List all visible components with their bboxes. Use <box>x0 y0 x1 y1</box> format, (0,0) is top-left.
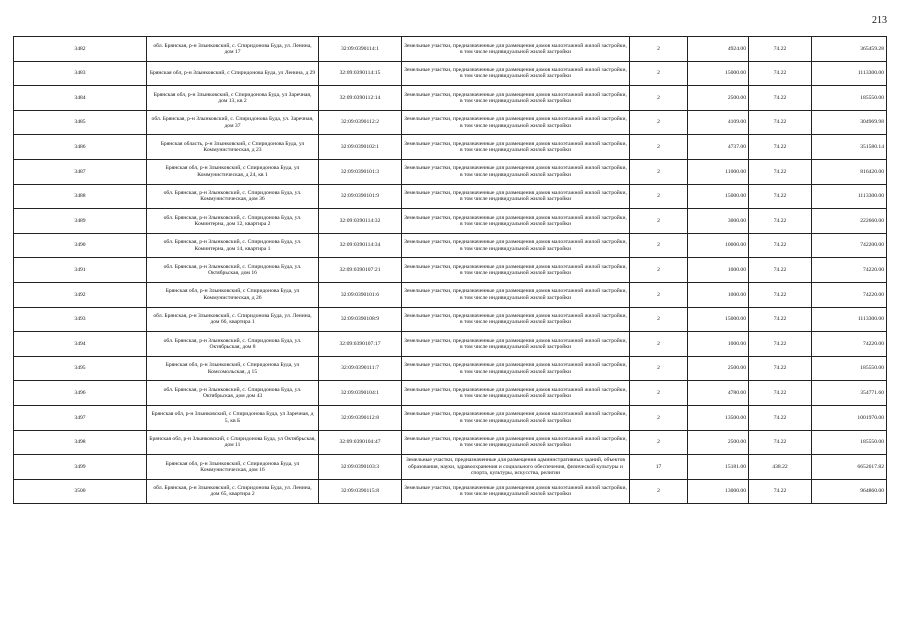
table-row <box>14 307 887 332</box>
area-cell: 13500.00 <box>688 405 749 430</box>
area-cell: 15000.00 <box>688 184 749 209</box>
area-cell: 15000.00 <box>688 307 749 332</box>
land-use-cell: Земельные участки, предназначенные для размещения домов малоэтажной жилой застройки, в том числе индивидуальной жилой застройки <box>402 381 630 406</box>
area-cell: 2500.00 <box>688 86 749 111</box>
area-cell: 2500.00 <box>688 356 749 381</box>
use-group-cell: 2 <box>630 307 688 332</box>
row-number-cell: 3482 <box>14 37 147 62</box>
cadastral-number-cell: 32:09:0390104:47 <box>319 430 402 455</box>
cadastral-number-cell: 32:09:0390101:3 <box>319 159 402 184</box>
row-number-cell: 3491 <box>14 258 147 283</box>
land-use-cell: Земельные участки, предназначенные для размещения домов малоэтажной жилой застройки, в том числе индивидуальной жилой застройки <box>402 430 630 455</box>
table-row <box>14 381 887 406</box>
address-cell: обл. Брянская, р-н Злынковский, с. Спиридонова Буда, ул. Октябрьская, дом дом 43 <box>147 381 319 406</box>
specific-value-cell: 74.22 <box>749 233 812 258</box>
cadastral-number-cell: 32:09:0390114:32 <box>319 209 402 234</box>
row-number-cell: 3495 <box>14 356 147 381</box>
row-number-cell: 3500 <box>14 479 147 504</box>
specific-value-cell: 74.22 <box>749 356 812 381</box>
cadastral-value-cell: 964860.00 <box>812 479 887 504</box>
specific-value-cell: 74.22 <box>749 135 812 160</box>
row-number-cell: 3486 <box>14 135 147 160</box>
address-cell: Брянская обл, р-н Злынковский, с Спиридонова Буда, ул Комсомольская, д 15 <box>147 356 319 381</box>
cadastral-value-cell: 365459.28 <box>812 37 887 62</box>
cadastral-value-cell: 74220.00 <box>812 282 887 307</box>
specific-value-cell: 438.22 <box>749 455 812 480</box>
cadastral-value-cell: 304969.98 <box>812 110 887 135</box>
cadastral-value-cell: 74220.00 <box>812 258 887 283</box>
specific-value-cell: 74.22 <box>749 86 812 111</box>
address-cell: Брянская обл, р-н Злынковский, с Спиридонова Буда, ул Заречная, дом 13, кв 2 <box>147 86 319 111</box>
table-row <box>14 479 887 504</box>
table-row <box>14 233 887 258</box>
table-row <box>14 455 887 480</box>
row-number-cell: 3485 <box>14 110 147 135</box>
row-number-cell: 3490 <box>14 233 147 258</box>
use-group-cell: 2 <box>630 159 688 184</box>
cadastral-value-cell: 74220.00 <box>812 332 887 357</box>
use-group-cell: 2 <box>630 86 688 111</box>
cadastral-number-cell: 32:09:0390112:8 <box>319 405 402 430</box>
land-registry-table <box>13 36 887 504</box>
address-cell: обл. Брянская, р-н Злынковский, с. Спиридонова Буда, ул. Коминтерна, дом 14, квартира 1 <box>147 233 319 258</box>
area-cell: 15181.00 <box>688 455 749 480</box>
table-row <box>14 37 887 62</box>
table-row <box>14 258 887 283</box>
land-use-cell: Земельные участки, предназначенные для размещения домов малоэтажной жилой застройки, в том числе индивидуальной жилой застройки <box>402 209 630 234</box>
row-number-cell: 3488 <box>14 184 147 209</box>
use-group-cell: 2 <box>630 184 688 209</box>
use-group-cell: 2 <box>630 209 688 234</box>
cadastral-number-cell: 32:09:0390101:6 <box>319 282 402 307</box>
area-cell: 4109.00 <box>688 110 749 135</box>
row-number-cell: 3484 <box>14 86 147 111</box>
address-cell: обл. Брянская, р-н Злынковский, с. Спиридонова Буда, ул. Коминтерна, дом 12, квартира 2 <box>147 209 319 234</box>
cadastral-value-cell: 1113300.00 <box>812 61 887 86</box>
use-group-cell: 2 <box>630 110 688 135</box>
row-number-cell: 3498 <box>14 430 147 455</box>
use-group-cell: 2 <box>630 37 688 62</box>
area-cell: 10000.00 <box>688 233 749 258</box>
use-group-cell: 2 <box>630 332 688 357</box>
cadastral-number-cell: 32:09:0390111:7 <box>319 356 402 381</box>
table-row <box>14 356 887 381</box>
cadastral-number-cell: 32:09:0390115:8 <box>319 479 402 504</box>
cadastral-value-cell: 1001970.00 <box>812 405 887 430</box>
address-cell: обл. Брянская, р-н Злынковский, с. Спиридонова Буда, ул. Ленина, дом 17 <box>147 37 319 62</box>
address-cell: Брянская обл, р-н Злынковский, с Спиридонова Буда, ул Коммунистическая, дом 16 <box>147 455 319 480</box>
use-group-cell: 2 <box>630 282 688 307</box>
address-cell: Брянская обл, р-н Злынковский, с Спиридонова Буда, ул Коммунистическая, д 24, кв 1 <box>147 159 319 184</box>
table-row <box>14 135 887 160</box>
area-cell: 4780.00 <box>688 381 749 406</box>
area-cell: 13000.00 <box>688 479 749 504</box>
row-number-cell: 3496 <box>14 381 147 406</box>
specific-value-cell: 74.22 <box>749 61 812 86</box>
row-number-cell: 3493 <box>14 307 147 332</box>
row-number-cell: 3499 <box>14 455 147 480</box>
specific-value-cell: 74.22 <box>749 209 812 234</box>
cadastral-value-cell: 742200.00 <box>812 233 887 258</box>
land-use-cell: Земельные участки, предназначенные для размещения домов малоэтажной жилой застройки, в том числе индивидуальной жилой застройки <box>402 110 630 135</box>
specific-value-cell: 74.22 <box>749 282 812 307</box>
land-use-cell: Земельные участки, предназначенные для размещения домов малоэтажной жилой застройки, в том числе индивидуальной жилой застройки <box>402 37 630 62</box>
cadastral-value-cell: 351580.14 <box>812 135 887 160</box>
land-use-cell: Земельные участки, предназначенные для размещения домов малоэтажной жилой застройки, в том числе индивидуальной жилой застройки <box>402 405 630 430</box>
cadastral-value-cell: 1113300.00 <box>812 184 887 209</box>
area-cell: 1000.00 <box>688 282 749 307</box>
cadastral-value-cell: 185550.00 <box>812 86 887 111</box>
cadastral-value-cell: 354771.60 <box>812 381 887 406</box>
specific-value-cell: 74.22 <box>749 479 812 504</box>
specific-value-cell: 74.22 <box>749 37 812 62</box>
cadastral-number-cell: 32:09:0390103:3 <box>319 455 402 480</box>
cadastral-number-cell: 32:09:0390112:14 <box>319 86 402 111</box>
address-cell: Брянская обл, р-н Злынковский, с Спиридонова Буда, ул Ленина, д 29 <box>147 61 319 86</box>
table-row <box>14 282 887 307</box>
table-row <box>14 430 887 455</box>
address-cell: обл. Брянская, р-н Злынковский, с. Спиридонова Буда, ул. Ленина, дом 66, квартира 1 <box>147 307 319 332</box>
cadastral-number-cell: 32:09:0390107:21 <box>319 258 402 283</box>
use-group-cell: 2 <box>630 381 688 406</box>
specific-value-cell: 74.22 <box>749 110 812 135</box>
land-use-cell: Земельные участки, предназначенные для размещения домов малоэтажной жилой застройки, в том числе индивидуальной жилой застройки <box>402 332 630 357</box>
table-row <box>14 110 887 135</box>
cadastral-number-cell: 32:09:0390104:1 <box>319 381 402 406</box>
land-use-cell: Земельные участки, предназначенные для размещения домов малоэтажной жилой застройки, в том числе индивидуальной жилой застройки <box>402 61 630 86</box>
land-use-cell: Земельные участки, предназначенные для размещения домов малоэтажной жилой застройки, в том числе индивидуальной жилой застройки <box>402 479 630 504</box>
cadastral-value-cell: 185550.00 <box>812 356 887 381</box>
row-number-cell: 3489 <box>14 209 147 234</box>
area-cell: 4924.00 <box>688 37 749 62</box>
table-row <box>14 61 887 86</box>
address-cell: Брянская обл, р-н Злынковский, с Спиридонова Буда, ул Октябрьская, дом 11 <box>147 430 319 455</box>
cadastral-number-cell: 32:09:0390112:2 <box>319 110 402 135</box>
cadastral-number-cell: 32:09:0390102:1 <box>319 135 402 160</box>
use-group-cell: 2 <box>630 233 688 258</box>
table-row <box>14 332 887 357</box>
specific-value-cell: 74.22 <box>749 184 812 209</box>
land-use-cell: Земельные участки, предназначенные для размещения домов малоэтажной жилой застройки, в том числе индивидуальной жилой застройки <box>402 159 630 184</box>
use-group-cell: 2 <box>630 135 688 160</box>
land-use-cell: Земельные участки, предназначенные для размещения домов малоэтажной жилой застройки, в том числе индивидуальной жилой застройки <box>402 233 630 258</box>
cadastral-number-cell: 32:09:0390114:34 <box>319 233 402 258</box>
address-cell: обл. Брянская, р-н Злынковский, с. Спиридонова Буда, ул. Октябрьская, дом 16 <box>147 258 319 283</box>
table-body <box>14 37 887 504</box>
cadastral-value-cell: 6652617.82 <box>812 455 887 480</box>
cadastral-value-cell: 185550.00 <box>812 430 887 455</box>
specific-value-cell: 74.22 <box>749 381 812 406</box>
use-group-cell: 17 <box>630 455 688 480</box>
table-row <box>14 159 887 184</box>
use-group-cell: 2 <box>630 61 688 86</box>
row-number-cell: 3487 <box>14 159 147 184</box>
land-use-cell: Земельные участки, предназначенные для размещения домов малоэтажной жилой застройки, в том числе индивидуальной жилой застройки <box>402 258 630 283</box>
address-cell: Брянская обл, р-н Злынковский, с Спиридонова Буда, ул Коммунистическая, д 26 <box>147 282 319 307</box>
area-cell: 1000.00 <box>688 332 749 357</box>
table-row <box>14 209 887 234</box>
area-cell: 2500.00 <box>688 430 749 455</box>
land-use-cell: Земельные участки, предназначенные для размещения домов малоэтажной жилой застройки, в том числе индивидуальной жилой застройки <box>402 86 630 111</box>
land-use-cell: Земельные участки, предназначенные для размещения домов малоэтажной жилой застройки, в том числе индивидуальной жилой застройки <box>402 356 630 381</box>
use-group-cell: 2 <box>630 258 688 283</box>
address-cell: обл. Брянская, р-н Злынковский, с. Спиридонова Буда, ул. Заречная, дом 37 <box>147 110 319 135</box>
land-use-cell: Земельные участки, предназначенные для размещения домов малоэтажной жилой застройки, в том числе индивидуальной жилой застройки <box>402 282 630 307</box>
row-number-cell: 3497 <box>14 405 147 430</box>
cadastral-number-cell: 32:09:0390114:15 <box>319 61 402 86</box>
row-number-cell: 3492 <box>14 282 147 307</box>
specific-value-cell: 74.22 <box>749 159 812 184</box>
cadastral-value-cell: 222660.00 <box>812 209 887 234</box>
area-cell: 1000.00 <box>688 258 749 283</box>
specific-value-cell: 74.22 <box>749 332 812 357</box>
land-use-cell: Земельные участки, предназначенные для размещения административных зданий, объектов образования, науки, здравоохранения и социального обеспечения, физической культуры и спорта, культуры, искусства, религии <box>402 455 630 480</box>
cadastral-number-cell: 32:09:0390107:17 <box>319 332 402 357</box>
use-group-cell: 2 <box>630 405 688 430</box>
area-cell: 4737.00 <box>688 135 749 160</box>
table-row <box>14 405 887 430</box>
use-group-cell: 2 <box>630 430 688 455</box>
specific-value-cell: 74.22 <box>749 430 812 455</box>
use-group-cell: 2 <box>630 356 688 381</box>
table-row <box>14 184 887 209</box>
area-cell: 11000.00 <box>688 159 749 184</box>
land-use-cell: Земельные участки, предназначенные для размещения домов малоэтажной жилой застройки, в том числе индивидуальной жилой застройки <box>402 307 630 332</box>
specific-value-cell: 74.22 <box>749 307 812 332</box>
row-number-cell: 3483 <box>14 61 147 86</box>
use-group-cell: 2 <box>630 479 688 504</box>
cadastral-number-cell: 32:09:0390101:9 <box>319 184 402 209</box>
address-cell: обл. Брянская, р-н Злынковский, с. Спиридонова Буда, ул. Ленина, дом 65, квартира 2 <box>147 479 319 504</box>
address-cell: Брянская обл, р-н Злынковский, с Спиридонова Буда, ул Заречная, д 5, кв Б <box>147 405 319 430</box>
address-cell: обл. Брянская, р-н Злынковский, с. Спиридонова Буда, ул. Коммунистическая, дом 36 <box>147 184 319 209</box>
land-use-cell: Земельные участки, предназначенные для размещения домов малоэтажной жилой застройки, в том числе индивидуальной жилой застройки <box>402 135 630 160</box>
specific-value-cell: 74.22 <box>749 405 812 430</box>
page-number: 213 <box>872 15 887 26</box>
row-number-cell: 3494 <box>14 332 147 357</box>
address-cell: обл. Брянская, р-н Злынковский, с. Спиридонова Буда, ул. Октябрьская, дом 8 <box>147 332 319 357</box>
cadastral-number-cell: 32:09:0390108:9 <box>319 307 402 332</box>
cadastral-value-cell: 1113300.00 <box>812 307 887 332</box>
cadastral-number-cell: 32:09:0390114:1 <box>319 37 402 62</box>
area-cell: 15000.00 <box>688 61 749 86</box>
area-cell: 3000.00 <box>688 209 749 234</box>
table-row <box>14 86 887 111</box>
specific-value-cell: 74.22 <box>749 258 812 283</box>
cadastral-value-cell: 816420.00 <box>812 159 887 184</box>
address-cell: Брянская область, р-н Злынковский, с Спиридонова Буда, ул Коммунистическая, д 23 <box>147 135 319 160</box>
land-use-cell: Земельные участки, предназначенные для размещения домов малоэтажной жилой застройки, в том числе индивидуальной жилой застройки <box>402 184 630 209</box>
